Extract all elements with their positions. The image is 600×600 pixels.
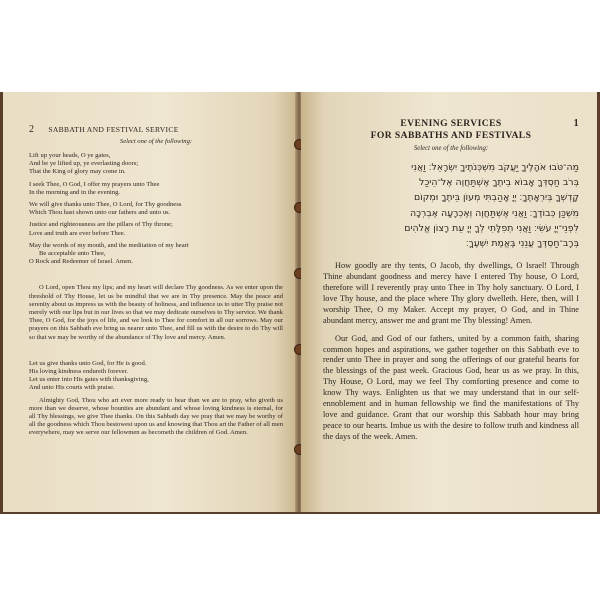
right-page-number: 1 bbox=[573, 118, 579, 129]
verse-line: Let us enter into His gates with thanksgiving, bbox=[29, 376, 149, 384]
verse-i-seek bbox=[29, 181, 283, 197]
left-running-head-title: SABBATH AND FESTIVAL SERVICE bbox=[48, 125, 179, 134]
right-page-title bbox=[323, 118, 579, 142]
verse-line: That the King of glory may come in. bbox=[29, 168, 126, 176]
verse-line: Let us give thanks unto God, for He is good. bbox=[29, 359, 147, 367]
hebrew-line: לִפְנֵי־יְיָ עֹשִׂי׃ וַאֲנִי תְפִלָּתִי לְךָ יְיָ עֵת רָצוֹן אֱלֹהִים bbox=[404, 222, 579, 234]
verse-justice bbox=[29, 221, 283, 237]
verse-line: And be ye lifted up, ye everlasting doors; bbox=[29, 160, 139, 168]
hebrew-line: מַה־טֹּבוּ אֹהָלֶיךָ יַעֲקֹב מִשְׁכְּנֹתֶיךָ יִשְׂרָאֵל׃ וַאֲנִי bbox=[411, 162, 579, 173]
hebrew-line: מִשְׁכַּן כְּבוֹדֶךָ׃ וַאֲנִי אֶשְׁתַּחֲוֶה וְאֶכְרָעָה אֶבְרְכָה bbox=[409, 207, 579, 219]
verse-line: We will give thanks unto Thee, O Lord, for Thy goodness bbox=[29, 201, 182, 209]
verse-line: I seek Thee, O God, I offer my prayers unto Thee bbox=[29, 180, 160, 188]
verse-line: May the words of my mouth, and the meditation of my heart bbox=[29, 241, 189, 249]
left-running-head bbox=[29, 124, 283, 135]
hebrew-line: קָדְשְׁךָ בְּיִרְאָתֶךָ׃ יְיָ אָהַבְתִּי מְעוֹן בֵּיתֶךָ וּמְקוֹם bbox=[413, 192, 579, 204]
title-line-1: EVENING SERVICES bbox=[400, 118, 502, 129]
hebrew-passage bbox=[323, 160, 579, 251]
title-line-2: FOR SABBATHS AND FESTIVALS bbox=[370, 130, 532, 141]
open-book bbox=[0, 92, 600, 514]
prayer-almighty-god: Almighty God, Thou who art ever more ready to hear than we are to pray, who giveth us more than we deserve, whose bounties are abundant and whose loving kindness is eternal, for all Thy blessings, we give Thee thanks. On this Sabbath day we pray that we may be worthy of all the goodness which Thou bestowest upon us and knowing that Thou art the Father of all men everywhere, may we serve our fellowmen as becometh the children of God. Amen. bbox=[29, 396, 283, 437]
verse-line: Be acceptable unto Thee, bbox=[39, 250, 106, 258]
verse-line: Justice and righteousness are the pillars of Thy throne; bbox=[29, 221, 173, 229]
verse-line: And unto His courts with praise. bbox=[29, 384, 115, 392]
verse-line: Love and truth are ever before Thee. bbox=[29, 229, 126, 237]
verse-give-thanks bbox=[29, 201, 283, 217]
hebrew-line: בְּרֹב חַסְדְּךָ אָבוֹא בֵיתֶךָ אֶשְׁתַּחֲוֶה אֶל־הֵיכַל bbox=[419, 177, 579, 189]
verse-line: In the morning and in the evening. bbox=[29, 188, 121, 196]
verse-let-us-give-thanks bbox=[29, 360, 283, 393]
verse-line: O Rock and Redeemer of Israel. Amen. bbox=[29, 258, 133, 266]
english-translation: How goodly are thy tents, O Jacob, thy dwellings, O Israel! Through Thine abundant goodness and mercy have I entered Thy house, O Lord, therefore will I reverently pray unto Thee in Thy holy sanctuary. O Lord, I love Thy house, and the place where Thy glory dwelleth. Here, then, will I worship Thee, O my Maker. Accept my prayer, O God, and in Thine abundant mercy, answer me and grant me Thy blessing! Amen. bbox=[323, 261, 579, 325]
left-instruction: Select one of the following: bbox=[119, 138, 193, 145]
verse-line: Which Thou hast shown unto our fathers and unto us. bbox=[29, 209, 171, 217]
verse-words-of-mouth bbox=[29, 242, 283, 267]
verse-lift-up bbox=[29, 152, 283, 177]
left-page-number: 2 bbox=[29, 124, 35, 135]
prayer-open-my-lips: O Lord, open Thou my lips; and my heart will declare Thy goodness. As we enter upon the threshold of Thy House, let us be mindful that we are in Thy presence. May the peace and serenity about us impress us with the beauty of holiness, and influence us to utter Thy praise not merely with our lips but in our lives so that we may dedicate ourselves to Thy service. We thank Thee, O God, for the joys of life, and we look to Thee for comfort in all our sorrows. May our prayers on this Sabbath eve bring us nearer unto Thee, and fill us with the desire to do Thy will so that we may be worthy of the abundance of Thy love and mercy. Amen. bbox=[29, 284, 283, 341]
verse-line: Lift up your heads, O ye gates, bbox=[29, 152, 111, 159]
right-page bbox=[301, 92, 597, 512]
hebrew-line: בְּרָב־חַסְדֶּךָ עֲנֵנִי בֶּאֱמֶת יִשְׁעֶךָ׃ bbox=[465, 238, 579, 250]
right-instruction: Select one of the following: bbox=[413, 145, 489, 152]
prayer-our-god: Our God, and God of our fathers, united by a common faith, sharing common hopes and aspirations, we gather together on this Sabbath eve to render unto Thee in prayer and song the offerings of our grateful hearts for the blessings of the past week. Gracious God, hear us as we pray. In this, Thy House, O Lord, may we feel Thy comforting presence and come to know Thy ways. Enlighten us that we may understand that in our self-ennoblement and in human fellowship we find the manifestations of Thy love and guidance. Grant that our worship this Sabbath hour may bring peace to our hearts. Imbue us with the desire to follow truth and kindness all the days of the week. Amen. bbox=[323, 333, 579, 441]
verse-line: His loving kindness endureth forever. bbox=[29, 368, 129, 376]
left-page bbox=[3, 92, 297, 512]
